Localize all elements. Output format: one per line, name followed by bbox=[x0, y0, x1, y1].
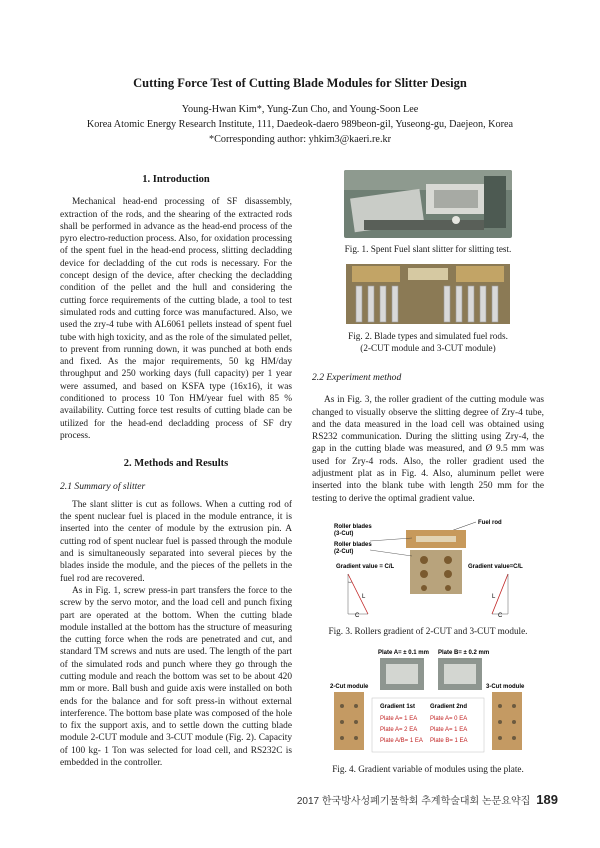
roller-gradient-diagram bbox=[328, 516, 528, 618]
slitter-photo bbox=[344, 170, 512, 238]
label-roller-3cut-b: (3-Cut) bbox=[334, 531, 354, 537]
intro-heading: 1. Introduction bbox=[142, 174, 210, 185]
corresponding-author: *Corresponding author: yhkim3@kaeri.re.kr bbox=[209, 134, 391, 145]
figure-4-caption: Fig. 4. Gradient variable of modules using the plate. bbox=[332, 764, 524, 774]
label-C-right: C bbox=[498, 613, 503, 618]
subsection-2-1-paragraph-1: The slant slitter is cut as follows. When a cutting rod of the spent nuclear fuel is placed in the module entrance, it is inserted into the center of module by the extrusion pin. A cutting rod of spent nuclear fuel is passed through the module and is simultaneously separated into several pieces by the blades inside the module, and the pieces of the pellets in the fuel rod are recovered. bbox=[60, 499, 292, 584]
blade-rods-photo bbox=[346, 264, 510, 324]
figure-3-caption: Fig. 3. Rollers gradient of 2-CUT and 3-CUT module. bbox=[328, 626, 528, 636]
figure-1 bbox=[312, 170, 544, 256]
g2-line-2: Plate A= 1 EA bbox=[430, 727, 468, 733]
subsection-2-1-heading: 2.1 Summary of slitter bbox=[60, 480, 146, 492]
figure-2-caption-line-1: Fig. 2. Blade types and simulated fuel rods. bbox=[348, 331, 508, 341]
paper-affiliation: Korea Atomic Energy Research Institute, 111, Daedeok-daero 989beon-gil, Yuseong-gu, Daejeon, Korea bbox=[86, 119, 514, 130]
g1-line-3: Plate A/B= 1 EA bbox=[380, 738, 423, 744]
intro-paragraph: Mechanical head-end processing of SF disassembly, extraction of the rods, and the shearing of the extracted rods shall be performed in advance as the head-end process of the pyro electro-reduction process. Also, for oxidation processing of the spent fuel in the head-end process, slitting decladding device for decladding of the cut rods is necessary. For the concept design of the device, after checking the decladding condition of the pellet and the hull and considering the cutting force requirements of the cutting blade, a tool to test simulated rods and cutting force was manufactured. Also, we used the zry-4 tube with AL6061 pellets instead of spent fuel tube with high toxicity, and as the role of the simulated pellet, to prevent from running down, it was punched at both ends and fixed. As the major requirements, 50 kg HM/day throughput and 250 working days (full capacity) per 1 year were assumed, and based on KSFA type (16x16), it was conditioned to process 10 Ton HM/year fuel with 85 % availability. Cutting force test results of cutting blade can be utilized for the head-end decladding process of SF dry process. bbox=[60, 197, 292, 441]
figure-3 bbox=[312, 516, 544, 638]
g1-line-2: Plate A= 2 EA bbox=[380, 727, 418, 733]
footer-proceedings-title: 2017 한국방사성폐기물학회 추계학술대회 논문요약집 bbox=[296, 796, 531, 807]
gradient-plate-diagram bbox=[328, 646, 528, 756]
figure-2 bbox=[312, 264, 544, 354]
subsection-2-2-heading: 2.2 Experiment method bbox=[312, 372, 402, 383]
label-gradient-right: Gradient value=C/L bbox=[468, 564, 523, 570]
label-gradient-left: Gradient value = C/L bbox=[336, 564, 395, 570]
right-column-text bbox=[312, 366, 544, 505]
label-2cut-module: 2-Cut module bbox=[330, 684, 369, 690]
figure-4 bbox=[312, 646, 544, 776]
module-body bbox=[410, 550, 462, 594]
figure-1-caption: Fig. 1. Spent Fuel slant slitter for slitting test. bbox=[344, 244, 512, 254]
label-plate-b: Plate B= ± 0.2 mm bbox=[438, 650, 490, 656]
subsection-2-1-paragraph-2: As in Fig. 1, screw press-in part transfers the force to the screw by the servo motor, and the load cell and punch fixing part are operated at the bottom. When the cutting blade module installed at the bottom has the structure of measuring the cutting force when the rods are penetrated and cut, and standard TM screws and nuts are used. The length of the part of the simulated rods and punch where they go through the cutting module and reach the bottom was set to be about 420 mm or more. Ball bush and guide axis were installed on both ends for the balance and for soft press-in without external interference. The bottom base plate was composed of the hole to fix the support axis, and to settle down the cutting blade module 2-CUT module and 3-CUT module (Fig. 2). Capacity of 100 kg- 1 Ton was selected for load cell, and RS232C is embedded in the controller. bbox=[60, 585, 292, 769]
methods-heading: 2. Methods and Results bbox=[123, 458, 229, 470]
label-plate-a: Plate A= ± 0.1 mm bbox=[378, 650, 429, 656]
subsection-2-2-paragraph: As in Fig. 3, the roller gradient of the cutting module was changed to visually observe the slitting degree of Zry-4 tube, and the data measured in the load cell was obtained using RS232 communication. During the slitting using Zry-4, the gap in the cutting blade was measured, and Ø 9.5 mm was used for Zry-4 rods. Also, the roller gradient used the adjustment plat as in Fig. 4. Also, aluminum pellet were inserted into the blank tube with length 250 mm for the testing to derive the optimal gradient value. bbox=[312, 395, 544, 504]
label-3cut-module: 3-Cut module bbox=[486, 684, 525, 690]
paper-authors: Young-Hwan Kim*, Yung-Zun Cho, and Young-Soon Lee bbox=[181, 104, 419, 115]
label-L-left: L bbox=[362, 594, 366, 600]
g2-line-1: Plate A= 0 EA bbox=[430, 716, 468, 722]
label-C-left: C bbox=[355, 613, 360, 618]
figure-2-caption-line-2: (2-CUT module and 3-CUT module) bbox=[360, 342, 496, 353]
page-number: 189 bbox=[536, 792, 558, 807]
g2-line-3: Plate B= 1 EA bbox=[430, 738, 468, 744]
label-gradient-2nd: Gradient 2nd bbox=[430, 704, 468, 710]
label-roller-3cut: Roller blades bbox=[334, 524, 372, 530]
label-roller-2cut: Roller blades bbox=[334, 542, 372, 548]
label-roller-2cut-b: (2-Cut) bbox=[334, 549, 354, 555]
label-fuel-rod: Fuel rod bbox=[478, 520, 502, 526]
label-gradient-1st: Gradient 1st bbox=[380, 704, 416, 710]
g1-line-1: Plate A= 1 EA bbox=[380, 716, 418, 722]
paper-title: Cutting Force Test of Cutting Blade Modules for Slitter Design bbox=[133, 76, 467, 90]
label-L-right: L bbox=[492, 594, 496, 600]
left-column bbox=[60, 168, 292, 769]
page-footer bbox=[0, 792, 558, 807]
